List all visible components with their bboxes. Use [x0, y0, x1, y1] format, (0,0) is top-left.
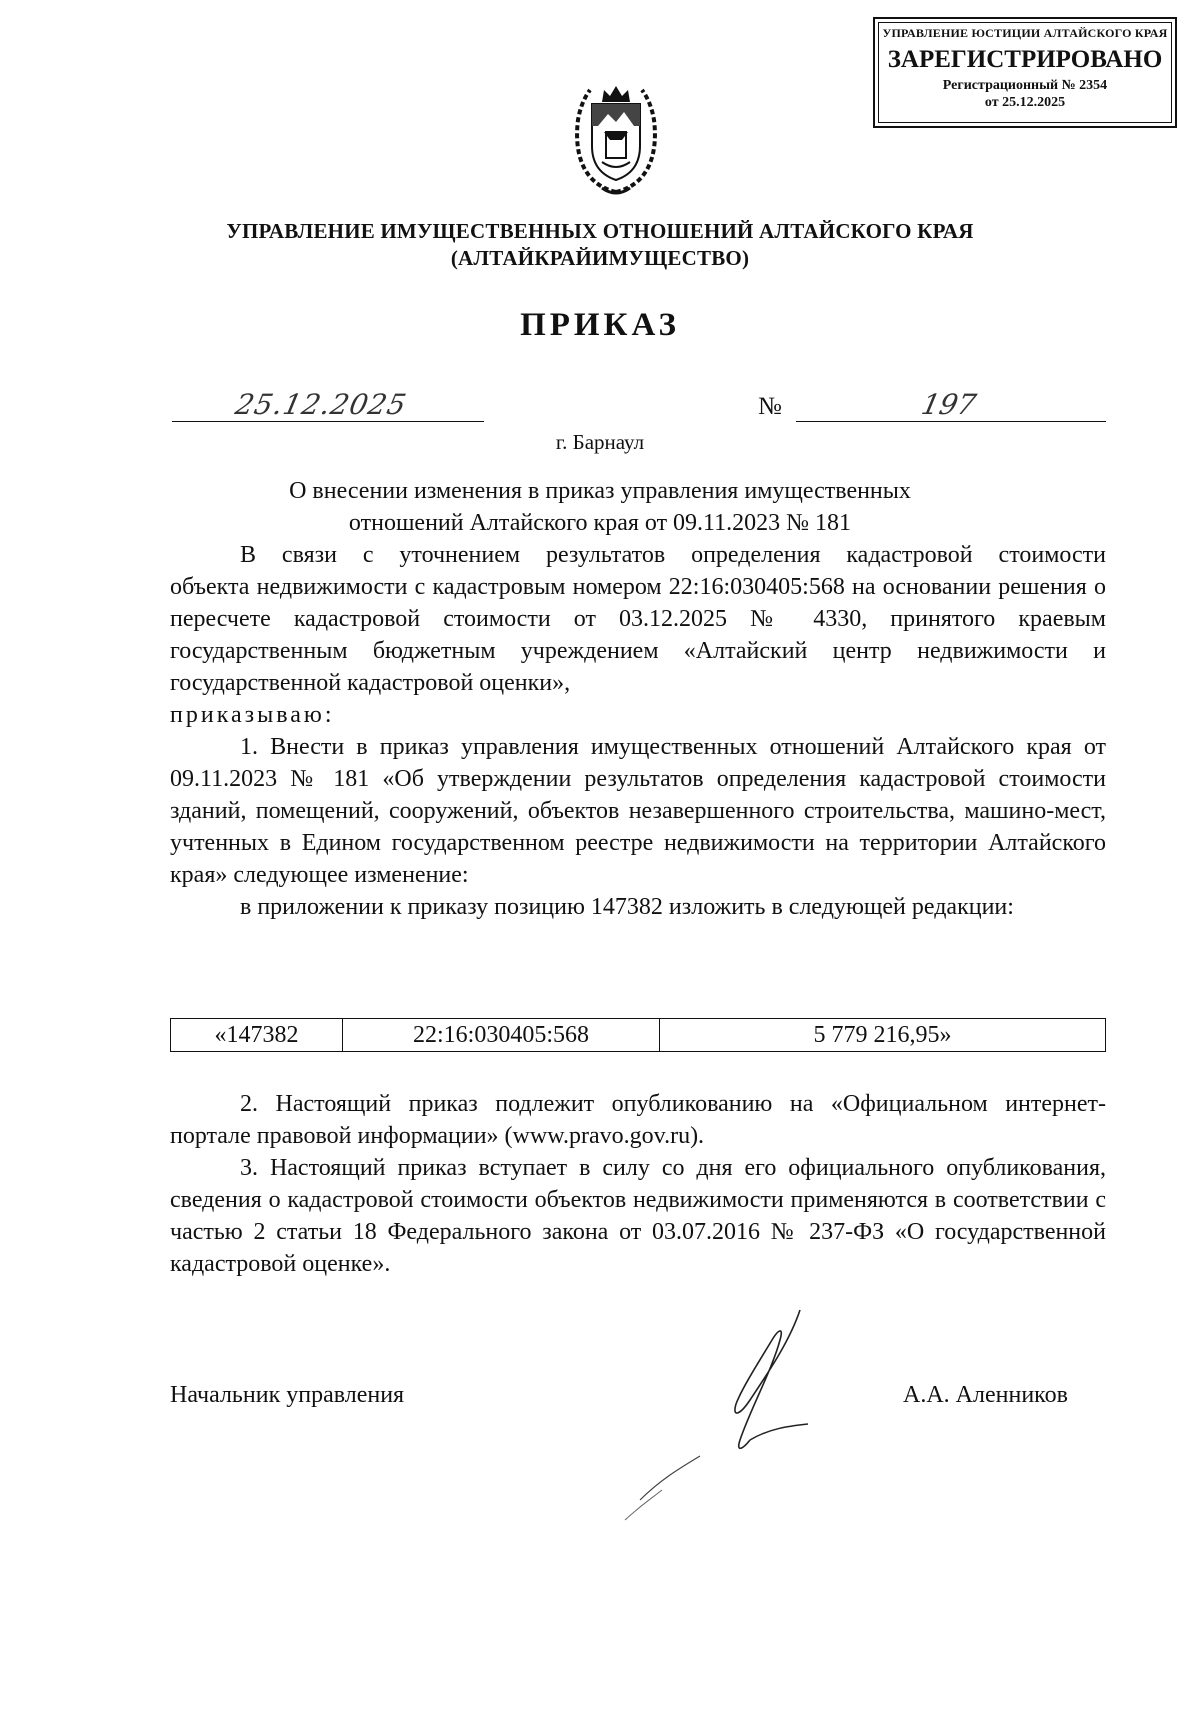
- document-title-line1: О внесении изменения в приказ управления имущественных: [289, 478, 911, 504]
- document-date: 25.12.2025: [232, 388, 410, 421]
- document-title-line2: отношений Алтайского края от 09.11.2023 № 181: [348, 510, 852, 536]
- date-underline: [172, 421, 484, 422]
- stamp-reg-date: от 25.12.2025: [984, 95, 1066, 110]
- organization-name-line1: УПРАВЛЕНИЕ ИМУЩЕСТВЕННЫХ ОТНОШЕНИЙ АЛТАЙСКОГО КРАЯ: [226, 219, 974, 243]
- stamp-org: УПРАВЛЕНИЕ ЮСТИЦИИ АЛТАЙСКОГО КРАЯ: [882, 26, 1168, 40]
- coat-of-arms-icon: [568, 80, 664, 200]
- stamp-status: ЗАРЕГИСТРИРОВАНО: [887, 46, 1163, 73]
- signatory-position: Начальник управления: [170, 1382, 405, 1408]
- document-title: [200, 475, 1000, 539]
- handwritten-signature-icon: [600, 1300, 860, 1530]
- signatory-name: А.А. Аленников: [903, 1382, 1068, 1408]
- preamble-first-line: В связи с уточнением результатов определения кадастровой стоимости: [240, 542, 1106, 568]
- document-number: 197: [918, 388, 979, 421]
- item-2: 2. Настоящий приказ подлежит опубликованию на «Официальном интернет-портале правовой информации» (www.pravo.gov.ru).: [170, 1091, 1106, 1149]
- number-label: №: [758, 393, 782, 420]
- preamble-text: объекта недвижимости с кадастровым номером 22:16:030405:568 на основании решения о пересчете кадастровой стоимости от 03.12.2025 № 4330, принятого краевым государственным бюджетным учреждением «Алтайский центр недвижимости и государственной кадастровой оценки»,: [170, 574, 1106, 696]
- table-row: [171, 1019, 1106, 1052]
- document-body-continued: [170, 1088, 1106, 1280]
- registration-stamp: [873, 17, 1177, 128]
- order-word: приказываю:: [170, 702, 335, 728]
- item-3: 3. Настоящий приказ вступает в силу со дня его официального опубликования, сведения о кадастровой стоимости объектов недвижимости применяются в соответствии с частью 2 статьи 18 Федерального закона от 03.07.2016 № 237-ФЗ «О государственной кадастровой оценке».: [170, 1155, 1106, 1277]
- stamp-reg-number: Регистрационный № 2354: [942, 78, 1108, 93]
- item-1: 1. Внести в приказ управления имущественных отношений Алтайского края от 09.11.2023 № 181 «Об утверждении результатов определения кадастровой стоимости зданий, помещений, сооружений, объектов незавершенного строительства, машино-мест, учтенных в Едином государственном реестре недвижимости на территории Алтайского края» следующее изменение:: [170, 734, 1106, 888]
- organization-name: [0, 218, 1200, 272]
- position-table: [170, 1018, 1106, 1052]
- item-1-sub: в приложении к приказу позицию 147382 изложить в следующей редакции:: [240, 894, 1014, 920]
- document-body: [170, 539, 1106, 923]
- number-underline: [796, 421, 1106, 422]
- city: г. Барнаул: [555, 430, 645, 454]
- document-type: ПРИКАЗ: [520, 307, 680, 343]
- table-cell-cadastral-value: 5 779 216,95»: [660, 1019, 1106, 1052]
- organization-name-line2: (АЛТАЙКРАЙИМУЩЕСТВО): [450, 246, 750, 270]
- table-cell-cadastral-number: 22:16:030405:568: [343, 1019, 660, 1052]
- table-cell-position: «147382: [171, 1019, 343, 1052]
